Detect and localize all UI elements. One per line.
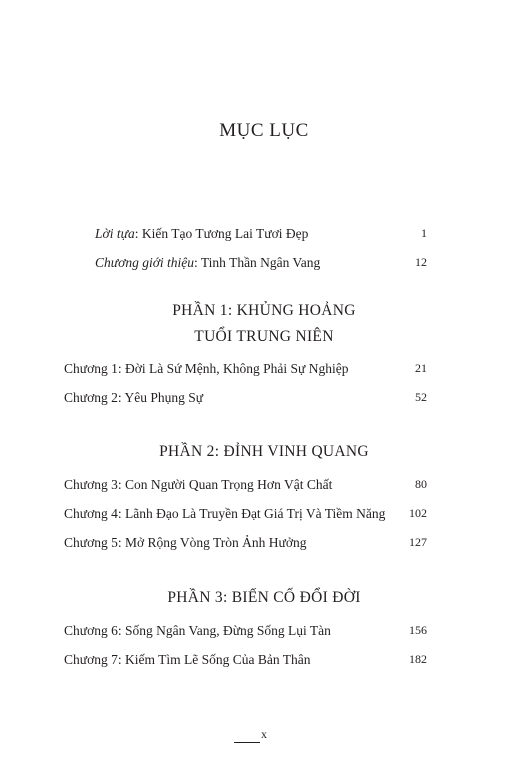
entry-page-number: 12 (415, 255, 427, 269)
page-title: MỤC LỤC (219, 120, 309, 141)
folio-rule (234, 742, 260, 743)
toc-entry-preface[interactable] (95, 226, 427, 242)
entry-title: Chương 7: Kiếm Tìm Lẽ Sống Của Bản Thân (64, 652, 311, 667)
entry-title: Chương 3: Con Người Quan Trọng Hơn Vật Chất (64, 477, 333, 492)
entry-title: : Kiến Tạo Tương Lai Tươi Đẹp (134, 226, 309, 241)
entry-title: Chương 2: Yêu Phụng Sự (64, 390, 204, 405)
part-heading: PHẦN 2: ĐỈNH VINH QUANG (159, 443, 369, 460)
toc-entry-chapter[interactable] (64, 506, 427, 522)
toc-entry-chapter[interactable] (64, 623, 427, 639)
entry-title: : Tinh Thần Ngân Vang (194, 255, 321, 270)
entry-page-number: 80 (415, 477, 427, 491)
entry-title: Chương 5: Mở Rộng Vòng Tròn Ảnh Hưởng (64, 535, 307, 550)
part-heading-line-2: TUỔI TRUNG NIÊN (194, 328, 334, 345)
entry-title: Chương 1: Đời Là Sứ Mệnh, Không Phải Sự Nghiệp (64, 361, 349, 376)
entry-title: Chương 6: Sống Ngân Vang, Đừng Sống Lụi Tàn (64, 623, 331, 638)
entry-prefix: Lời tựa (95, 226, 135, 241)
entry-prefix: Chương giới thiệu (95, 255, 195, 270)
entry-page-number: 102 (409, 506, 427, 520)
part-heading: PHẦN 1: KHỦNG HOẢNG (172, 302, 356, 319)
toc-entry-chapter[interactable] (64, 361, 427, 377)
entry-page-number: 1 (421, 226, 427, 240)
entry-page-number: 127 (409, 535, 427, 549)
entry-page-number: 52 (415, 390, 427, 404)
toc-entry-chapter[interactable] (64, 652, 427, 668)
part-heading: PHẦN 3: BIẾN CỐ ĐỔI ĐỜI (167, 589, 361, 606)
entry-page-number: 156 (409, 623, 427, 637)
entry-page-number: 182 (409, 652, 427, 666)
toc-entry-introduction[interactable] (95, 255, 427, 271)
page-folio: x (261, 727, 267, 741)
entry-title: Chương 4: Lãnh Đạo Là Truyền Đạt Giá Trị Và Tiềm Năng (64, 506, 386, 521)
toc-entry-chapter[interactable] (64, 535, 427, 551)
toc-entry-chapter[interactable] (64, 390, 427, 406)
entry-page-number: 21 (415, 361, 427, 375)
toc-entry-chapter[interactable] (64, 477, 427, 493)
